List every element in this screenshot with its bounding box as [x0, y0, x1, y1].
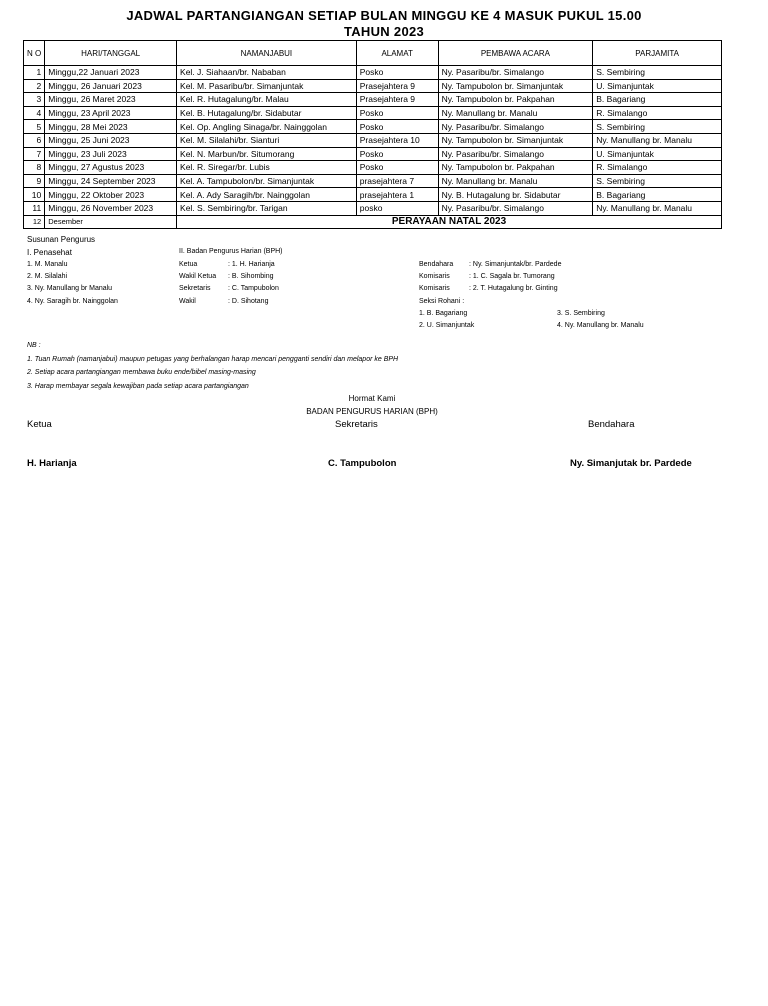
cell-pembawa-acara: Ny. Manullang br. Manalu: [438, 174, 593, 188]
cell-namanjabui: Kel. M. Pasaribu/br. Simanjuntak: [177, 79, 357, 93]
cell-no: 7: [24, 147, 45, 161]
cell-namanjabui: Kel. R. Siregar/br. Lubis: [177, 161, 357, 175]
table-row: [24, 106, 722, 120]
ketua-name: H. Harianja: [27, 458, 77, 469]
cell-pembawa-acara: Ny. B. Hutagalung br. Sidabutar: [438, 188, 593, 202]
cell-tanggal: Minggu, 28 Mei 2023: [45, 120, 177, 134]
closing-bph: BADAN PENGURUS HARIAN (BPH): [306, 407, 438, 416]
cell-no: 4: [24, 106, 45, 120]
table-row: [24, 174, 722, 188]
penasehat-item: 2. M. Silalahi: [27, 273, 68, 280]
cell-tanggal: Minggu, 23 Juli 2023: [45, 147, 177, 161]
closing-hormat: Hormat Kami: [348, 394, 396, 403]
cell-pembawa-acara: Ny. Pasaribu/br. Simalango: [438, 66, 593, 80]
bph-role: Wakil: [179, 298, 196, 305]
header-parjamita: PARJAMITA: [593, 41, 722, 66]
bendahara-name: : Ny. Simanjuntak/br. Pardede: [469, 261, 562, 268]
document-title: JADWAL PARTANGIANGAN SETIAP BULAN MINGGU KE 4 MASUK PUKUL 15.00: [126, 8, 642, 23]
cell-tanggal: Minggu, 25 Juni 2023: [45, 133, 177, 147]
cell-namanjabui: Kel. A. Ady Saragih/br. Nainggolan: [177, 188, 357, 202]
nb-item: 3. Harap membayar segala kewajiban pada setiap acara partangiangan: [27, 383, 249, 390]
cell-pembawa-acara: Ny. Tampubolon br. Simanjuntak: [438, 79, 593, 93]
cell-pembawa-acara: Ny. Pasaribu/br. Simalango: [438, 201, 593, 215]
cell-no: 3: [24, 93, 45, 107]
cell-namanjabui: Kel. R. Hutagalung/br. Malau: [177, 93, 357, 107]
cell-pembawa-acara: Ny. Manullang br. Manalu: [438, 106, 593, 120]
cell-alamat: Prasejahtera 9: [356, 79, 438, 93]
cell-no: 2: [24, 79, 45, 93]
bph-role: Wakil Ketua: [179, 273, 217, 280]
cell-tanggal: Minggu, 26 Januari 2023: [45, 79, 177, 93]
cell-alamat: posko: [356, 201, 438, 215]
seksi-item: 1. B. Bagariang: [419, 310, 468, 317]
cell-namanjabui: Kel. A. Tampubolon/br. Simanjuntak: [177, 174, 357, 188]
cell-no: 11: [24, 201, 45, 215]
cell-parjamita: R. Simalango: [593, 106, 722, 120]
cell-tanggal: Minggu, 26 November 2023: [45, 201, 177, 215]
table-row-natal: [24, 215, 722, 229]
bendahara-label: Bendahara: [588, 419, 635, 430]
cell-alamat: Posko: [356, 161, 438, 175]
cell-tanggal: Desember: [45, 215, 177, 229]
bph-role: Sekretaris: [179, 285, 211, 292]
cell-no: 9: [24, 174, 45, 188]
cell-tanggal: Minggu, 24 September 2023: [45, 174, 177, 188]
cell-namanjabui: Kel. B. Hutagalung/br. Sidabutar: [177, 106, 357, 120]
penasehat-item: 1. M. Manalu: [27, 261, 68, 268]
penasehat-item: 4. Ny. Saragih br. Nainggolan: [27, 298, 118, 305]
table-row: [24, 188, 722, 202]
cell-tanggal: Minggu, 26 Maret 2023: [45, 93, 177, 107]
ketua-label: Ketua: [27, 419, 52, 430]
bph-name: : C. Tampubolon: [228, 285, 279, 292]
penasehat-item: 3. Ny. Manullang br Manalu: [27, 285, 113, 292]
cell-alamat: Posko: [356, 147, 438, 161]
cell-alamat: Posko: [356, 120, 438, 134]
penasehat-heading: I. Penasehat: [27, 248, 72, 257]
header-alamat: ALAMAT: [356, 41, 438, 66]
cell-parjamita: Ny. Manullang br. Manalu: [593, 201, 722, 215]
cell-namanjabui: Kel. S. Sembiring/br. Tarigan: [177, 201, 357, 215]
cell-parjamita: B. Bagariang: [593, 93, 722, 107]
cell-natal-note: PERAYAAN NATAL 2023: [177, 215, 722, 229]
schedule-table: [23, 40, 722, 229]
cell-pembawa-acara: Ny. Tampubolon br. Pakpahan: [438, 161, 593, 175]
cell-alamat: Prasejahtera 9: [356, 93, 438, 107]
bph-name: : 1. H. Harianja: [228, 261, 275, 268]
bendahara-role: Bendahara: [419, 261, 454, 268]
komisaris-role: Komisaris: [419, 285, 450, 292]
cell-parjamita: S. Sembiring: [593, 66, 722, 80]
cell-parjamita: B. Bagariang: [593, 188, 722, 202]
cell-namanjabui: Kel. M. Silalahi/br. Sianturi: [177, 133, 357, 147]
cell-alamat: Posko: [356, 66, 438, 80]
header-namanjabui: NAMANJABUI: [177, 41, 357, 66]
seksi-heading: Seksi Rohani :: [419, 298, 465, 305]
cell-parjamita: S. Sembiring: [593, 174, 722, 188]
komisaris-role: Komisaris: [419, 273, 450, 280]
seksi-item: 3. S. Sembiring: [557, 310, 605, 317]
cell-no: 10: [24, 188, 45, 202]
table-row: [24, 147, 722, 161]
bph-name: : D. Sihotang: [228, 298, 269, 305]
cell-no: 6: [24, 133, 45, 147]
table-row: [24, 201, 722, 215]
cell-parjamita: U. Simanjuntak: [593, 79, 722, 93]
cell-pembawa-acara: Ny. Tampubolon br. Simanjuntak: [438, 133, 593, 147]
table-row: [24, 120, 722, 134]
nb-item: 2. Setiap acara partangiangan membawa buku ende/bibel masing-masing: [27, 369, 256, 376]
nb-heading: NB :: [27, 342, 41, 349]
cell-alamat: prasejahtera 7: [356, 174, 438, 188]
cell-parjamita: Ny. Manullang br. Manalu: [593, 133, 722, 147]
cell-namanjabui: Kel. J. Siahaan/br. Nababan: [177, 66, 357, 80]
komisaris-name: : 2. T. Hutagalung br. Ginting: [469, 285, 558, 292]
cell-pembawa-acara: Ny. Pasaribu/br. Simalango: [438, 120, 593, 134]
bph-role: Ketua: [179, 261, 198, 268]
table-header-row: [24, 41, 722, 66]
table-row: [24, 66, 722, 80]
cell-pembawa-acara: Ny. Tampubolon br. Pakpahan: [438, 93, 593, 107]
cell-pembawa-acara: Ny. Pasaribu/br. Simalango: [438, 147, 593, 161]
cell-tanggal: Minggu, 23 April 2023: [45, 106, 177, 120]
cell-no: 8: [24, 161, 45, 175]
komisaris-name: : 1. C. Sagala br. Tumorang: [469, 273, 555, 280]
sekretaris-label: Sekretaris: [335, 419, 378, 430]
cell-alamat: Prasejahtera 10: [356, 133, 438, 147]
header-no: N O: [24, 41, 45, 66]
seksi-item: 2. U. Simanjuntak: [419, 322, 475, 329]
cell-tanggal: Minggu, 27 Agustus 2023: [45, 161, 177, 175]
cell-alamat: Posko: [356, 106, 438, 120]
header-pembawa-acara: PEMBAWA ACARA: [438, 41, 593, 66]
cell-tanggal: Minggu,22 Januari 2023: [45, 66, 177, 80]
cell-parjamita: S. Sembiring: [593, 120, 722, 134]
seksi-item: 4. Ny. Manullang br. Manalu: [557, 322, 644, 329]
cell-parjamita: U. Simanjuntak: [593, 147, 722, 161]
sekretaris-name: C. Tampubolon: [328, 458, 397, 469]
cell-namanjabui: Kel. N. Marbun/br. Situmorang: [177, 147, 357, 161]
table-row: [24, 79, 722, 93]
table-row: [24, 133, 722, 147]
cell-tanggal: Minggu, 22 Oktober 2023: [45, 188, 177, 202]
nb-item: 1. Tuan Rumah (namanjabui) maupun petugas yang berhalangan harap mencari pengganti sendiri dan melapor ke BPH: [27, 356, 399, 363]
pengurus-heading: Susunan Pengurus: [27, 235, 96, 244]
cell-parjamita: R. Simalango: [593, 161, 722, 175]
cell-no: 1: [24, 66, 45, 80]
bph-heading: II. Badan Pengurus Harian (BPH): [179, 248, 283, 255]
cell-no: 12: [24, 215, 45, 229]
bph-name: : B. Sihombing: [228, 273, 274, 280]
cell-no: 5: [24, 120, 45, 134]
bendahara-name: Ny. Simanjutak br. Pardede: [570, 458, 692, 469]
cell-alamat: prasejahtera 1: [356, 188, 438, 202]
table-row: [24, 161, 722, 175]
table-row: [24, 93, 722, 107]
cell-namanjabui: Kel. Op. Angling Sinaga/br. Nainggolan: [177, 120, 357, 134]
document-year: TAHUN 2023: [343, 24, 425, 39]
header-hari-tanggal: HARI/TANGGAL: [45, 41, 177, 66]
